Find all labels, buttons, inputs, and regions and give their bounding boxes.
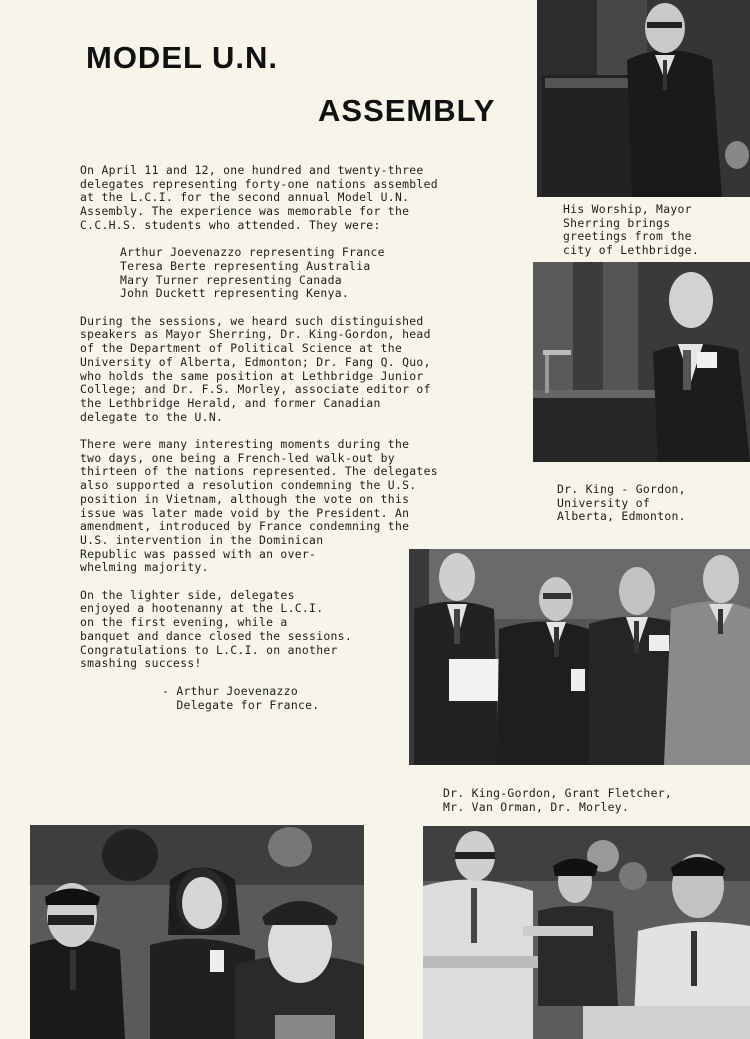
article-intro: On April 11 and 12, one hundred and twenty-three delegates representing forty-one nations assembled at the L.C.I. for the second annual Model U.N. Assembly. The experience was memorable for the C.C.H.S. students who attended. They were: bbox=[80, 163, 438, 232]
photo-king-gordon bbox=[533, 262, 750, 462]
attendee-item: Teresa Berte representing Australia bbox=[120, 258, 371, 273]
article-body bbox=[80, 164, 438, 726]
article-signature: - Arthur Joevenazzo Delegate for France. bbox=[162, 683, 320, 712]
attendee-item: Mary Turner representing Canada bbox=[120, 272, 342, 287]
photo-mayor-sherring bbox=[537, 0, 750, 197]
caption-group: Dr. King-Gordon, Grant Fletcher, Mr. Van Orman, Dr. Morley. bbox=[443, 786, 673, 814]
caption-mayor: His Worship, Mayor Sherring brings greetings from the city of Lethbridge. bbox=[563, 202, 699, 258]
attendee-list bbox=[120, 246, 438, 301]
caption-king-gordon: Dr. King - Gordon, University of Alberta, Edmonton. bbox=[557, 482, 686, 524]
page-title-line-1: MODEL U.N. bbox=[86, 40, 278, 75]
photo-group-speakers bbox=[409, 549, 750, 765]
photo-students-left bbox=[30, 825, 364, 1039]
attendee-item: John Duckett representing Kenya. bbox=[120, 286, 350, 301]
article-moments: There were many interesting moments during the two days, one being a French-led walk-out by thirteen of the nations represented. The delegates also supported a resolution condemning the U.S. position in Vietnam, although the vote on this issue was later made void by the President. An amendment, introduced by France condemning the U.S. intervention in the Dominican Republic was passed with an over- whelming majority. bbox=[80, 437, 438, 575]
attendee-item: Arthur Joevenazzo representing France bbox=[120, 245, 385, 260]
page-title-line-2: ASSEMBLY bbox=[318, 93, 496, 128]
photo-students-right bbox=[423, 826, 750, 1039]
article-sessions: During the sessions, we heard such distinguished speakers as Mayor Sherring, Dr. King-Gordon, head of the Department of Political Science at the University of Alberta, Edmonton; Dr. Fang Q. Quo, who holds the same position at Lethbridge Junior College; and Dr. F.S. Morley, associate editor of the Lethbridge Herald, and former Canadian delegate to the U.N. bbox=[80, 313, 431, 424]
article-lighter-side: On the lighter side, delegates enjoyed a hootenanny at the L.C.I. on the first evening, while a banquet and dance closed the sessions. Congratulations to L.C.I. on another smashing success! bbox=[80, 587, 352, 671]
